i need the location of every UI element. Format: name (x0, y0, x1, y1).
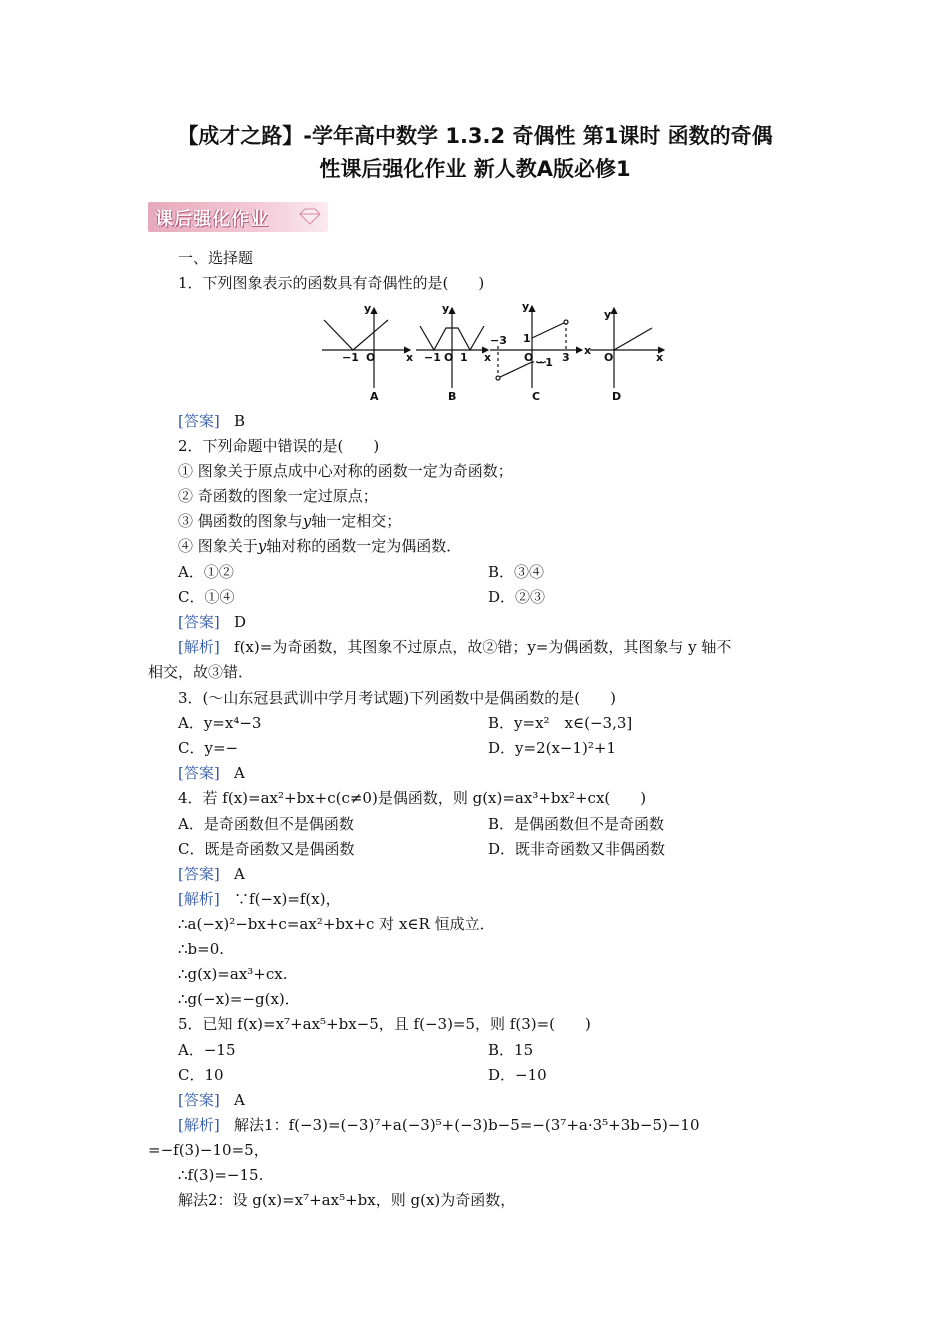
q2-option-d: D．②③ (488, 588, 546, 606)
answer-tag: [答案] (178, 412, 220, 430)
q2-statement-1: ① 图象关于原点成中心对称的函数一定为奇函数； (178, 462, 513, 480)
q5-option-b: B．15 (488, 1041, 534, 1059)
fig-b-tick-left: −1 (424, 351, 441, 364)
q3-option-c: C．y=− (178, 739, 239, 757)
q2-stem: 2．下列命题中错误的是( ) (178, 437, 380, 455)
q3-option-d: D．y=2(x−1)²+1 (488, 739, 617, 757)
fig-c-tick-3: 3 (562, 351, 570, 364)
section-heading: 一、选择题 (178, 249, 254, 267)
q5-analysis-row (178, 1115, 700, 1135)
fig-d-x-label: x (656, 351, 664, 364)
title-line-1: 【成才之路】-学年高中数学 1.3.2 奇偶性 第1课时 函数的奇偶 (177, 124, 773, 148)
q4-analysis-row (178, 889, 341, 909)
diamond-icon (298, 208, 322, 226)
fig-b-y-label: y (442, 302, 450, 315)
section-banner (148, 202, 328, 234)
fig-label-a: A (370, 390, 379, 403)
fig-d-y-label: y (604, 308, 612, 321)
analysis-tag: [解析] (178, 890, 220, 908)
q2-analysis-row (178, 637, 731, 657)
fig-a-tick: −1 (342, 351, 359, 364)
fig-a-x-label: x (406, 351, 414, 364)
fig-label-c: C (532, 390, 541, 403)
q4-answer-row (178, 864, 245, 884)
q2-statement-4: ④ 图象关于y轴对称的函数一定为偶函数． (178, 537, 462, 555)
q4-explanation-5: ∴g(−x)=−g(x)． (178, 990, 300, 1008)
q5-explanation-1: 解法1：f(−3)=(−3)⁷+a(−3)⁵+(−3)b−5=−(3⁷+a·3⁵+3b−5)−10 (234, 1116, 700, 1134)
fig-c-origin: O (524, 351, 534, 364)
q5-option-a: A．−15 (178, 1041, 236, 1059)
q1-answer-row (178, 411, 245, 431)
q4-answer: A (234, 865, 245, 883)
q4-explanation-1: ∵f(−x)=f(x)， (234, 890, 341, 908)
q3-option-b: B．y=x² x∈(−3,3] (488, 714, 633, 732)
analysis-tag: [解析] (178, 638, 220, 656)
q2-explanation-2: 相交，故③错． (148, 663, 254, 681)
banner-text: 课后强化作业 (155, 209, 269, 230)
answer-tag: [答案] (178, 865, 220, 883)
q5-explanation-3: ∴f(3)=−15. (178, 1166, 264, 1184)
q5-answer-row (178, 1090, 245, 1110)
q2-option-c: C．①④ (178, 588, 235, 606)
q5-answer: A (234, 1091, 245, 1109)
q3-option-a: A．y=x⁴−3 (178, 714, 262, 732)
answer-tag: [答案] (178, 1091, 220, 1109)
q2-option-b: B．③④ (488, 563, 545, 581)
q4-explanation-4: ∴g(x)=ax³+cx. (178, 965, 288, 983)
fig-c-tick-neg1: −1 (536, 356, 553, 369)
q1-answer: B (234, 412, 246, 430)
fig-c-y-label: y (522, 300, 530, 313)
q2-statement-3: ③ 偶函数的图象与y轴一定相交； (178, 512, 402, 530)
fig-c-tick-1: 1 (523, 332, 531, 345)
fig-d-origin: O (604, 351, 614, 364)
q4-stem: 4．若 f(x)=ax²+bx+c(c≠0)是偶函数，则 g(x)=ax³+bx²+cx( ) (178, 789, 647, 807)
q2-statement-2: ② 奇函数的图象一定过原点； (178, 487, 378, 505)
q1-figure (318, 298, 668, 408)
q3-stem: 3．(～山东冠县武训中学月考试题)下列函数中是偶函数的是( ) (178, 689, 616, 707)
q4-option-d: D．既非奇函数又非偶函数 (488, 840, 666, 858)
q3-answer: A (234, 764, 245, 782)
fig-a-y-label: y (364, 302, 372, 315)
fig-b-tick-right: 1 (460, 351, 468, 364)
q4-option-c: C．既是奇函数又是偶函数 (178, 840, 355, 858)
q4-explanation-3: ∴b=0. (178, 940, 225, 958)
q3-answer-row (178, 763, 245, 783)
answer-tag: [答案] (178, 764, 220, 782)
q4-explanation-2: ∴a(−x)²−bx+c=ax²+bx+c 对 x∈R 恒成立． (178, 915, 495, 933)
q1-stem: 1．下列图象表示的函数具有奇偶性的是( ) (178, 274, 485, 292)
fig-label-b: B (448, 390, 457, 403)
q5-explanation-2: =−f(3)−10=5， (148, 1141, 269, 1159)
fig-c-tick-neg3: −3 (490, 334, 507, 347)
answer-tag: [答案] (178, 613, 220, 631)
analysis-tag: [解析] (178, 1116, 220, 1134)
fig-b-origin: O (444, 351, 454, 364)
q4-option-b: B．是偶函数但不是奇函数 (488, 815, 665, 833)
fig-label-d: D (612, 390, 622, 403)
title-line-2: 性课后强化作业 新人教A版必修1 (319, 157, 631, 181)
q5-option-c: C．10 (178, 1066, 224, 1084)
fig-c-x-label: x (584, 344, 592, 357)
q2-answer-row (178, 612, 246, 632)
q5-explanation-4: 解法2：设 g(x)=x⁷+ax⁵+bx，则 g(x)为奇函数， (178, 1191, 516, 1209)
q5-option-d: D．−10 (488, 1066, 547, 1084)
document-title (130, 120, 820, 186)
fig-b-x-label: x (484, 351, 492, 364)
q5-stem: 5．已知 f(x)=x⁷+ax⁵+bx−5，且 f(−3)=5，则 f(3)=( ) (178, 1015, 591, 1033)
q2-explanation-1: f(x)=为奇函数，其图象不过原点，故②错；y=为偶函数，其图象与 y 轴不 (234, 638, 732, 656)
q2-option-a: A．①② (178, 563, 234, 581)
q4-option-a: A．是奇函数但不是偶函数 (178, 815, 354, 833)
fig-a-origin: O (366, 351, 376, 364)
q2-answer: D (234, 613, 247, 631)
